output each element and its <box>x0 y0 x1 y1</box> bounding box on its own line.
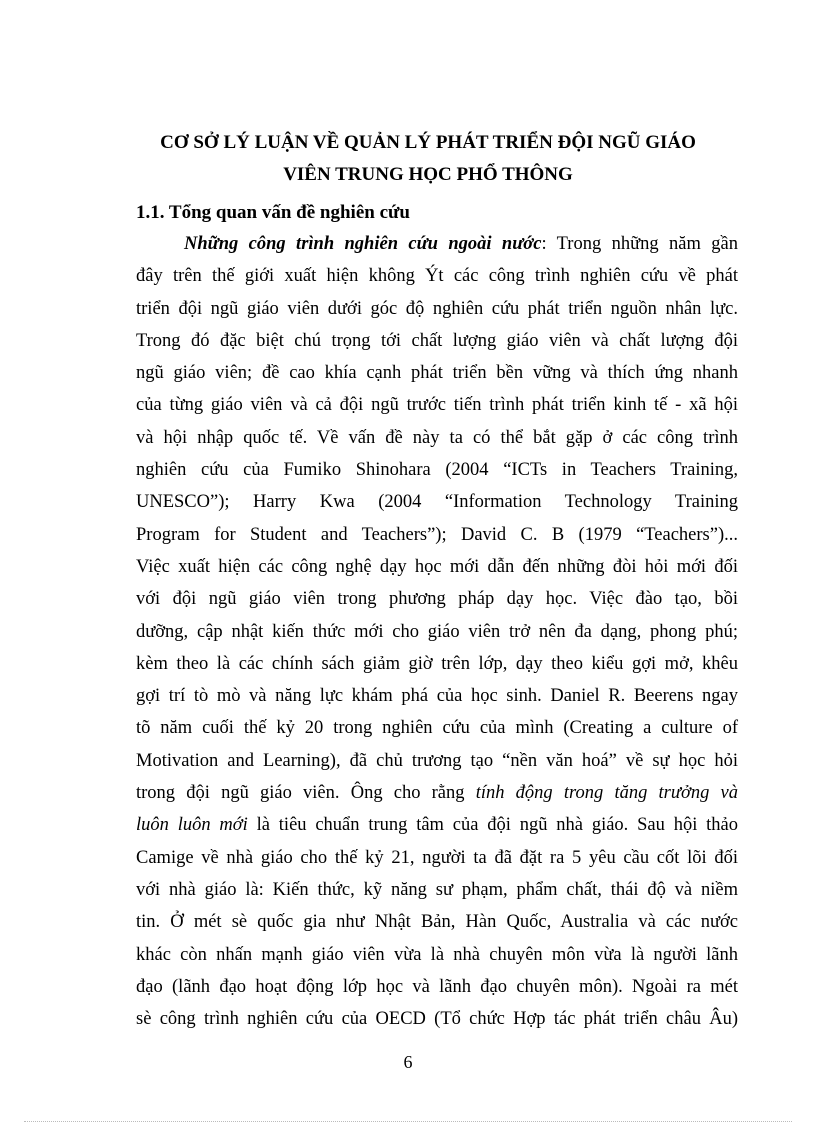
paragraph-line: UNESCO”); Harry Kwa (2004 “Information Technology Training <box>136 492 738 513</box>
paragraph-line: với nhà giáo là: Kiến thức, kỹ năng sư phạm, phẩm chất, thái độ và niềm <box>136 879 738 900</box>
paragraph-line: của từng giáo viên và cả đội ngũ trước tiến trình phát triển kinh tế - xã hội <box>136 395 738 416</box>
paragraph-line: đạo (lãnh đạo hoạt động lớp học và lãnh đạo chuyên môn). Ngoài ra mét <box>136 976 738 997</box>
paragraph-line: nghiên cứu của Fumiko Shinohara (2004 “ICTs in Teachers Training, <box>136 460 738 481</box>
paragraph-line: và hội nhập quốc tế. Về vấn đề này ta có thể bắt gặp ở các công trình <box>136 427 738 448</box>
paragraph-line <box>136 809 738 841</box>
chapter-title-line-1: CƠ SỞ LÝ LUẬN VỀ QUẢN LÝ PHÁT TRIỂN ĐỘI NGŨ GIÁO <box>160 132 696 153</box>
paragraph-line <box>136 228 738 260</box>
chapter-title <box>100 127 756 191</box>
paragraph-line: khác còn nhấn mạnh giáo viên vừa là nhà chuyên môn vừa là người lãnh <box>136 944 738 965</box>
paragraph-line: tõ năm cuối thế kỷ 20 trong nghiên cứu của mình (Creating a culture of <box>136 718 738 739</box>
page-bottom-divider <box>24 1121 792 1122</box>
page-number: 6 <box>403 1052 413 1072</box>
paragraph-line-text: là tiêu chuẩn trung tâm của đội ngũ nhà giáo. Sau hội thảo <box>247 815 739 836</box>
paragraph-line: kèm theo là các chính sách giảm giờ trên lớp, dạy theo kiểu gợi mở, khêu <box>136 653 738 674</box>
paragraph-line-text: trong đội ngũ giáo viên. Ông cho rằng <box>136 783 476 804</box>
paragraph-line: Camige về nhà giáo cho thế kỷ 21, người ta đã đặt ra 5 yêu cầu cốt lõi đối <box>136 847 738 868</box>
paragraph-line: sè công trình nghiên cứu của OECD (Tổ chức Hợp tác phát triển châu Âu) <box>136 1009 738 1030</box>
paragraph-line: Trong đó đặc biệt chú trọng tới chất lượng giáo viên và chất lượng đội <box>136 330 738 351</box>
paragraph-line: Motivation and Learning), đã chủ trương tạo “nền văn hoá” về sự học hỏi <box>136 750 738 771</box>
paragraph-line: ngũ giáo viên; đề cao khía cạnh phát triển bền vững và thích ứng nhanh <box>136 363 738 384</box>
section-heading: 1.1. Tổng quan vấn đề nghiên cứu <box>136 202 410 223</box>
paragraph-line: đây trên thế giới xuất hiện không Ýt các công trình nghiên cứu về phát <box>136 266 738 287</box>
paragraph-line <box>136 777 738 809</box>
paragraph-line: với đội ngũ giáo viên trong phương pháp dạy học. Việc đào tạo, bồi <box>136 589 738 610</box>
paragraph-line: tin. Ở mét sè quốc gia như Nhật Bản, Hàn Quốc, Australia và các nước <box>136 912 738 933</box>
paragraph-line: Program for Student and Teachers”); David C. B (1979 “Teachers”)... <box>136 524 738 545</box>
paragraph-line: dưỡng, cập nhật kiến thức mới cho giáo viên trở nên đa dạng, phong phú; <box>136 621 738 642</box>
paragraph-line: Việc xuất hiện các công nghệ dạy học mới dẫn đến những đòi hỏi mới đối <box>136 556 738 577</box>
paragraph-line-text: : Trong những năm gần <box>541 234 738 254</box>
paragraph-line: triển đội ngũ giáo viên dưới góc độ nghiên cứu phát triển nguồn nhân lực. <box>136 298 738 319</box>
body-paragraph <box>136 228 738 1035</box>
lead-phrase: Những công trình nghiên cứu ngoài nước <box>184 234 542 254</box>
italic-phrase: luôn luôn mới <box>136 815 248 836</box>
chapter-title-line-2: VIÊN TRUNG HỌC PHỔ THÔNG <box>283 164 573 185</box>
italic-phrase: tính động trong tăng trưởng và <box>475 783 738 804</box>
paragraph-line: gợi trí tò mò và năng lực khám phá của học sinh. Daniel R. Beerens ngay <box>136 686 738 707</box>
